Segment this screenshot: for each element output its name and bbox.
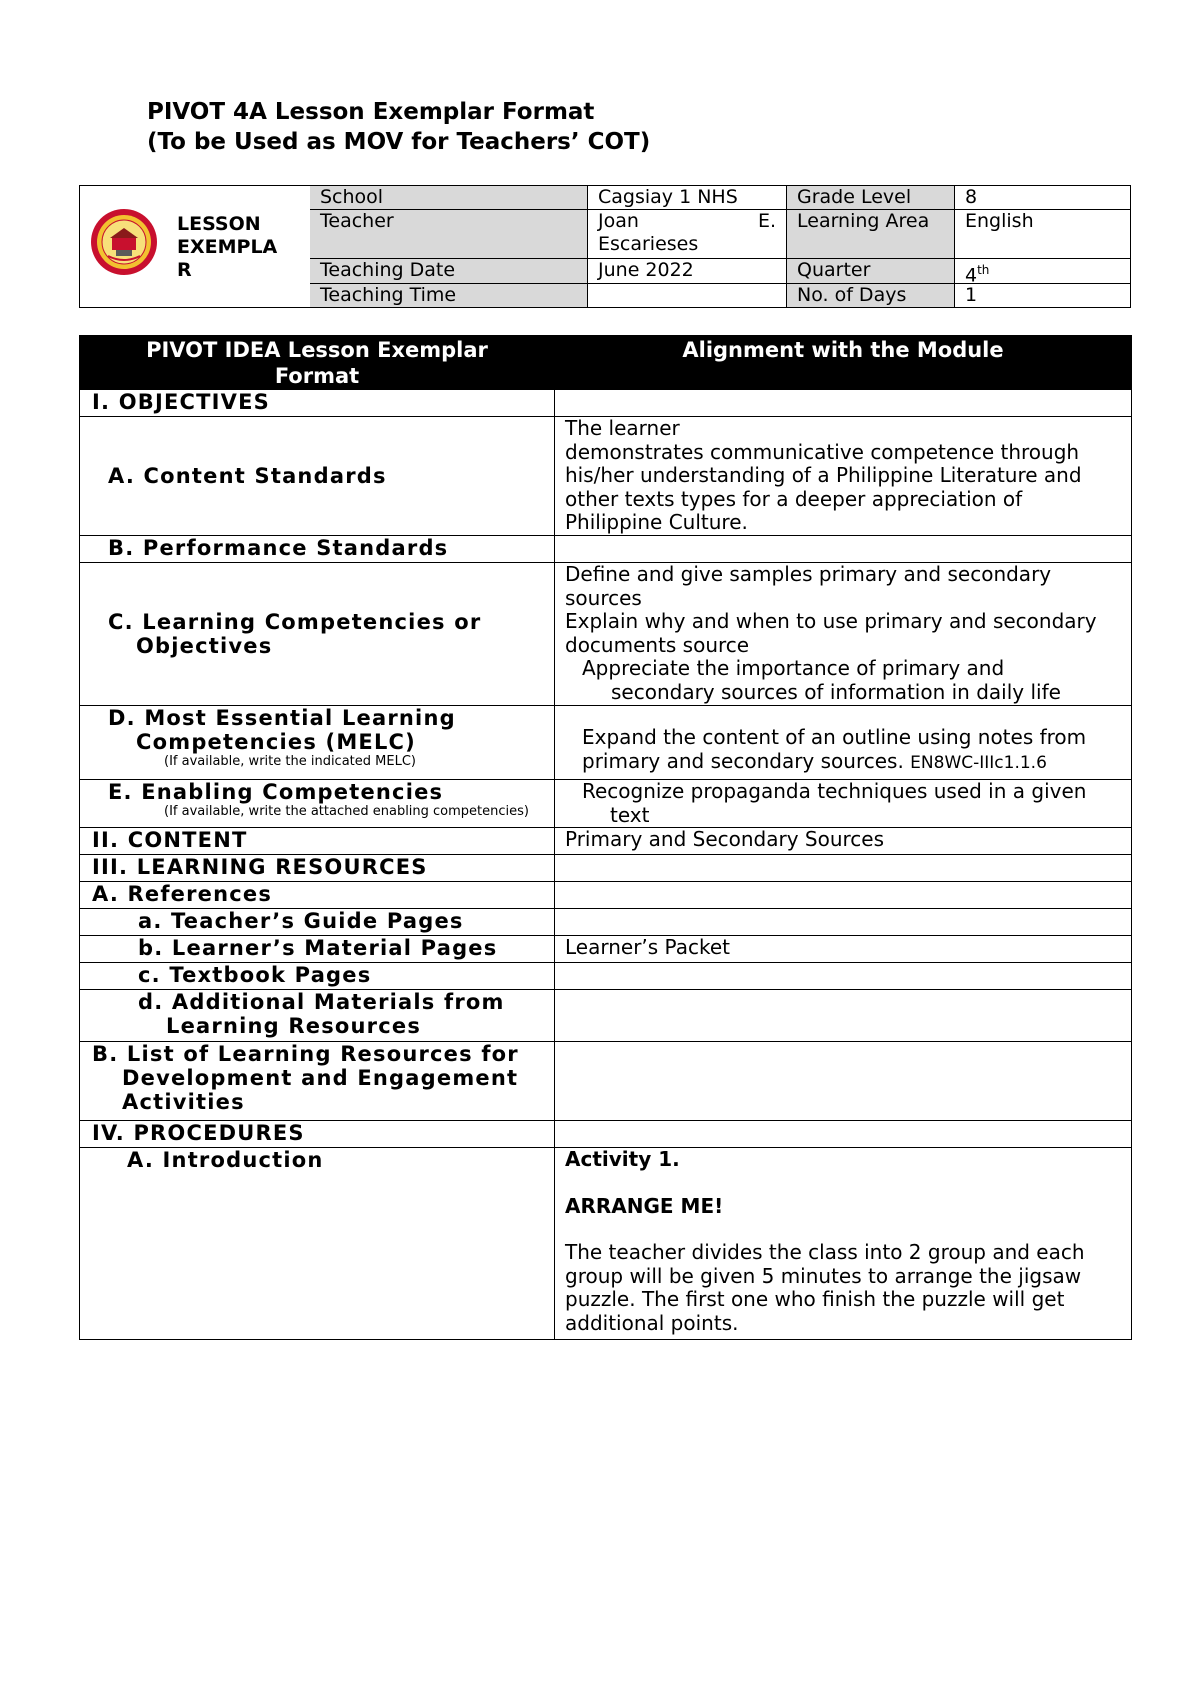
- table-row: [80, 1121, 1132, 1148]
- learning-competencies-value: Define and give samples primary and secondary sources Explain why and when to use primary and secondary documents source Appreciate the importance of primary and secondary sources of information in daily life: [555, 563, 1132, 706]
- teaching-time-value: [588, 284, 787, 307]
- teaching-date-value: June 2022: [588, 259, 787, 284]
- learning-resources-value: [555, 855, 1132, 882]
- content-label: II. CONTENT: [80, 828, 555, 855]
- melc-note: (If available, write the indicated MELC): [164, 754, 416, 769]
- lesson-exemplar-label: LESSON EXEMPLA R: [177, 213, 278, 281]
- teacher-value: Joan E. Escarieses: [588, 210, 787, 259]
- table-row: [80, 780, 1132, 828]
- title-line-1: PIVOT 4A Lesson Exemplar Format: [147, 99, 595, 125]
- document-title: [147, 97, 650, 157]
- title-line-2: (To be Used as MOV for Teachers’ COT): [147, 129, 651, 155]
- teaching-date-label: Teaching Date: [310, 259, 588, 284]
- enabling-competencies-label: E. Enabling Competencies (If available, write the attached enabling competencies): [80, 780, 555, 828]
- introduction-label: A. Introduction: [80, 1148, 555, 1340]
- table-header-row: [80, 336, 1132, 390]
- performance-standards-label: B. Performance Standards: [80, 536, 555, 563]
- quarter-value: 4th: [955, 259, 1130, 284]
- procedures-label: IV. PROCEDURES: [80, 1121, 555, 1148]
- teaching-time-label: Teaching Time: [310, 284, 588, 307]
- references-label: A. References: [80, 882, 555, 909]
- col2-header: Alignment with the Module: [555, 336, 1132, 390]
- table-row: [80, 390, 1132, 417]
- school-value: Cagsiay 1 NHS: [588, 186, 787, 210]
- melc-label: D. Most Essential Learning Competencies (MELC) (If available, write the indicated MELC): [80, 706, 555, 780]
- content-standards-label: A. Content Standards: [80, 417, 555, 536]
- references-value: [555, 882, 1132, 909]
- learners-material-value: Learner’s Packet: [555, 936, 1132, 963]
- table-row: [80, 417, 1132, 536]
- performance-standards-value: [555, 536, 1132, 563]
- learning-area-value: English: [955, 210, 1130, 259]
- melc-code: EN8WC-IIIc1.1.6: [910, 752, 1047, 773]
- table-row: [80, 563, 1132, 706]
- table-row: [80, 936, 1132, 963]
- quarter-label: Quarter: [787, 259, 955, 284]
- objectives-label: I. OBJECTIVES: [80, 390, 555, 417]
- content-value: Primary and Secondary Sources: [555, 828, 1132, 855]
- melc-value: Expand the content of an outline using notes from primary and secondary sources. EN8WC-IIIc1.1.6: [555, 706, 1132, 780]
- table-row: [80, 990, 1132, 1042]
- enabling-note: (If available, write the attached enabling competencies): [164, 804, 529, 819]
- table-row: [80, 882, 1132, 909]
- list-of-resources-value: [555, 1042, 1132, 1121]
- lesson-header-table: [79, 185, 1131, 308]
- content-standards-value: The learner demonstrates communicative competence through his/her understanding of a Philippine Literature and other texts types for a deeper appreciation of Philippine Culture.: [555, 417, 1132, 536]
- no-of-days-value: 1: [965, 284, 978, 306]
- grade-level-value: 8: [955, 186, 1130, 210]
- objectives-value: [555, 390, 1132, 417]
- procedures-value: [555, 1121, 1132, 1148]
- no-of-days-label: No. of Days: [787, 284, 955, 307]
- grade-level-label: Grade Level: [787, 186, 955, 210]
- list-of-resources-label: B. List of Learning Resources for Development and Engagement Activities: [80, 1042, 555, 1121]
- table-row: [80, 1042, 1132, 1121]
- table-row: [80, 828, 1132, 855]
- learning-competencies-label: C. Learning Competencies or Objectives: [80, 563, 555, 706]
- introduction-value: Activity 1. ARRANGE ME! The teacher divides the class into 2 group and each group will be given 5 minutes to arrange the jigsaw puzzle. The first one who finish the puzzle will get additional points.: [555, 1148, 1132, 1340]
- additional-materials-label: d. Additional Materials from Learning Resources: [80, 990, 555, 1042]
- enabling-competencies-value: Recognize propaganda techniques used in a given text: [555, 780, 1132, 828]
- table-row: [80, 706, 1132, 780]
- table-row: [80, 1148, 1132, 1340]
- school-seal-icon: [90, 208, 158, 276]
- learning-resources-label: III. LEARNING RESOURCES: [80, 855, 555, 882]
- learners-material-label: b. Learner’s Material Pages: [80, 936, 555, 963]
- table-row: [80, 909, 1132, 936]
- additional-materials-value: [555, 990, 1132, 1042]
- activity-name: ARRANGE ME!: [565, 1193, 724, 1218]
- textbook-pages-label: c. Textbook Pages: [80, 963, 555, 990]
- logo-cell: [80, 186, 311, 307]
- teacher-label: Teacher: [310, 210, 588, 259]
- textbook-pages-value: [555, 963, 1132, 990]
- col1-header: PIVOT IDEA Lesson Exemplar Format: [80, 336, 555, 390]
- school-label: School: [310, 186, 588, 210]
- learning-area-label: Learning Area: [787, 210, 955, 259]
- table-row: [80, 536, 1132, 563]
- teachers-guide-value: [555, 909, 1132, 936]
- activity-title: Activity 1.: [565, 1147, 680, 1171]
- table-row: [80, 855, 1132, 882]
- lesson-exemplar-table: [79, 335, 1132, 1340]
- table-row: [80, 963, 1132, 990]
- teachers-guide-label: a. Teacher’s Guide Pages: [80, 909, 555, 936]
